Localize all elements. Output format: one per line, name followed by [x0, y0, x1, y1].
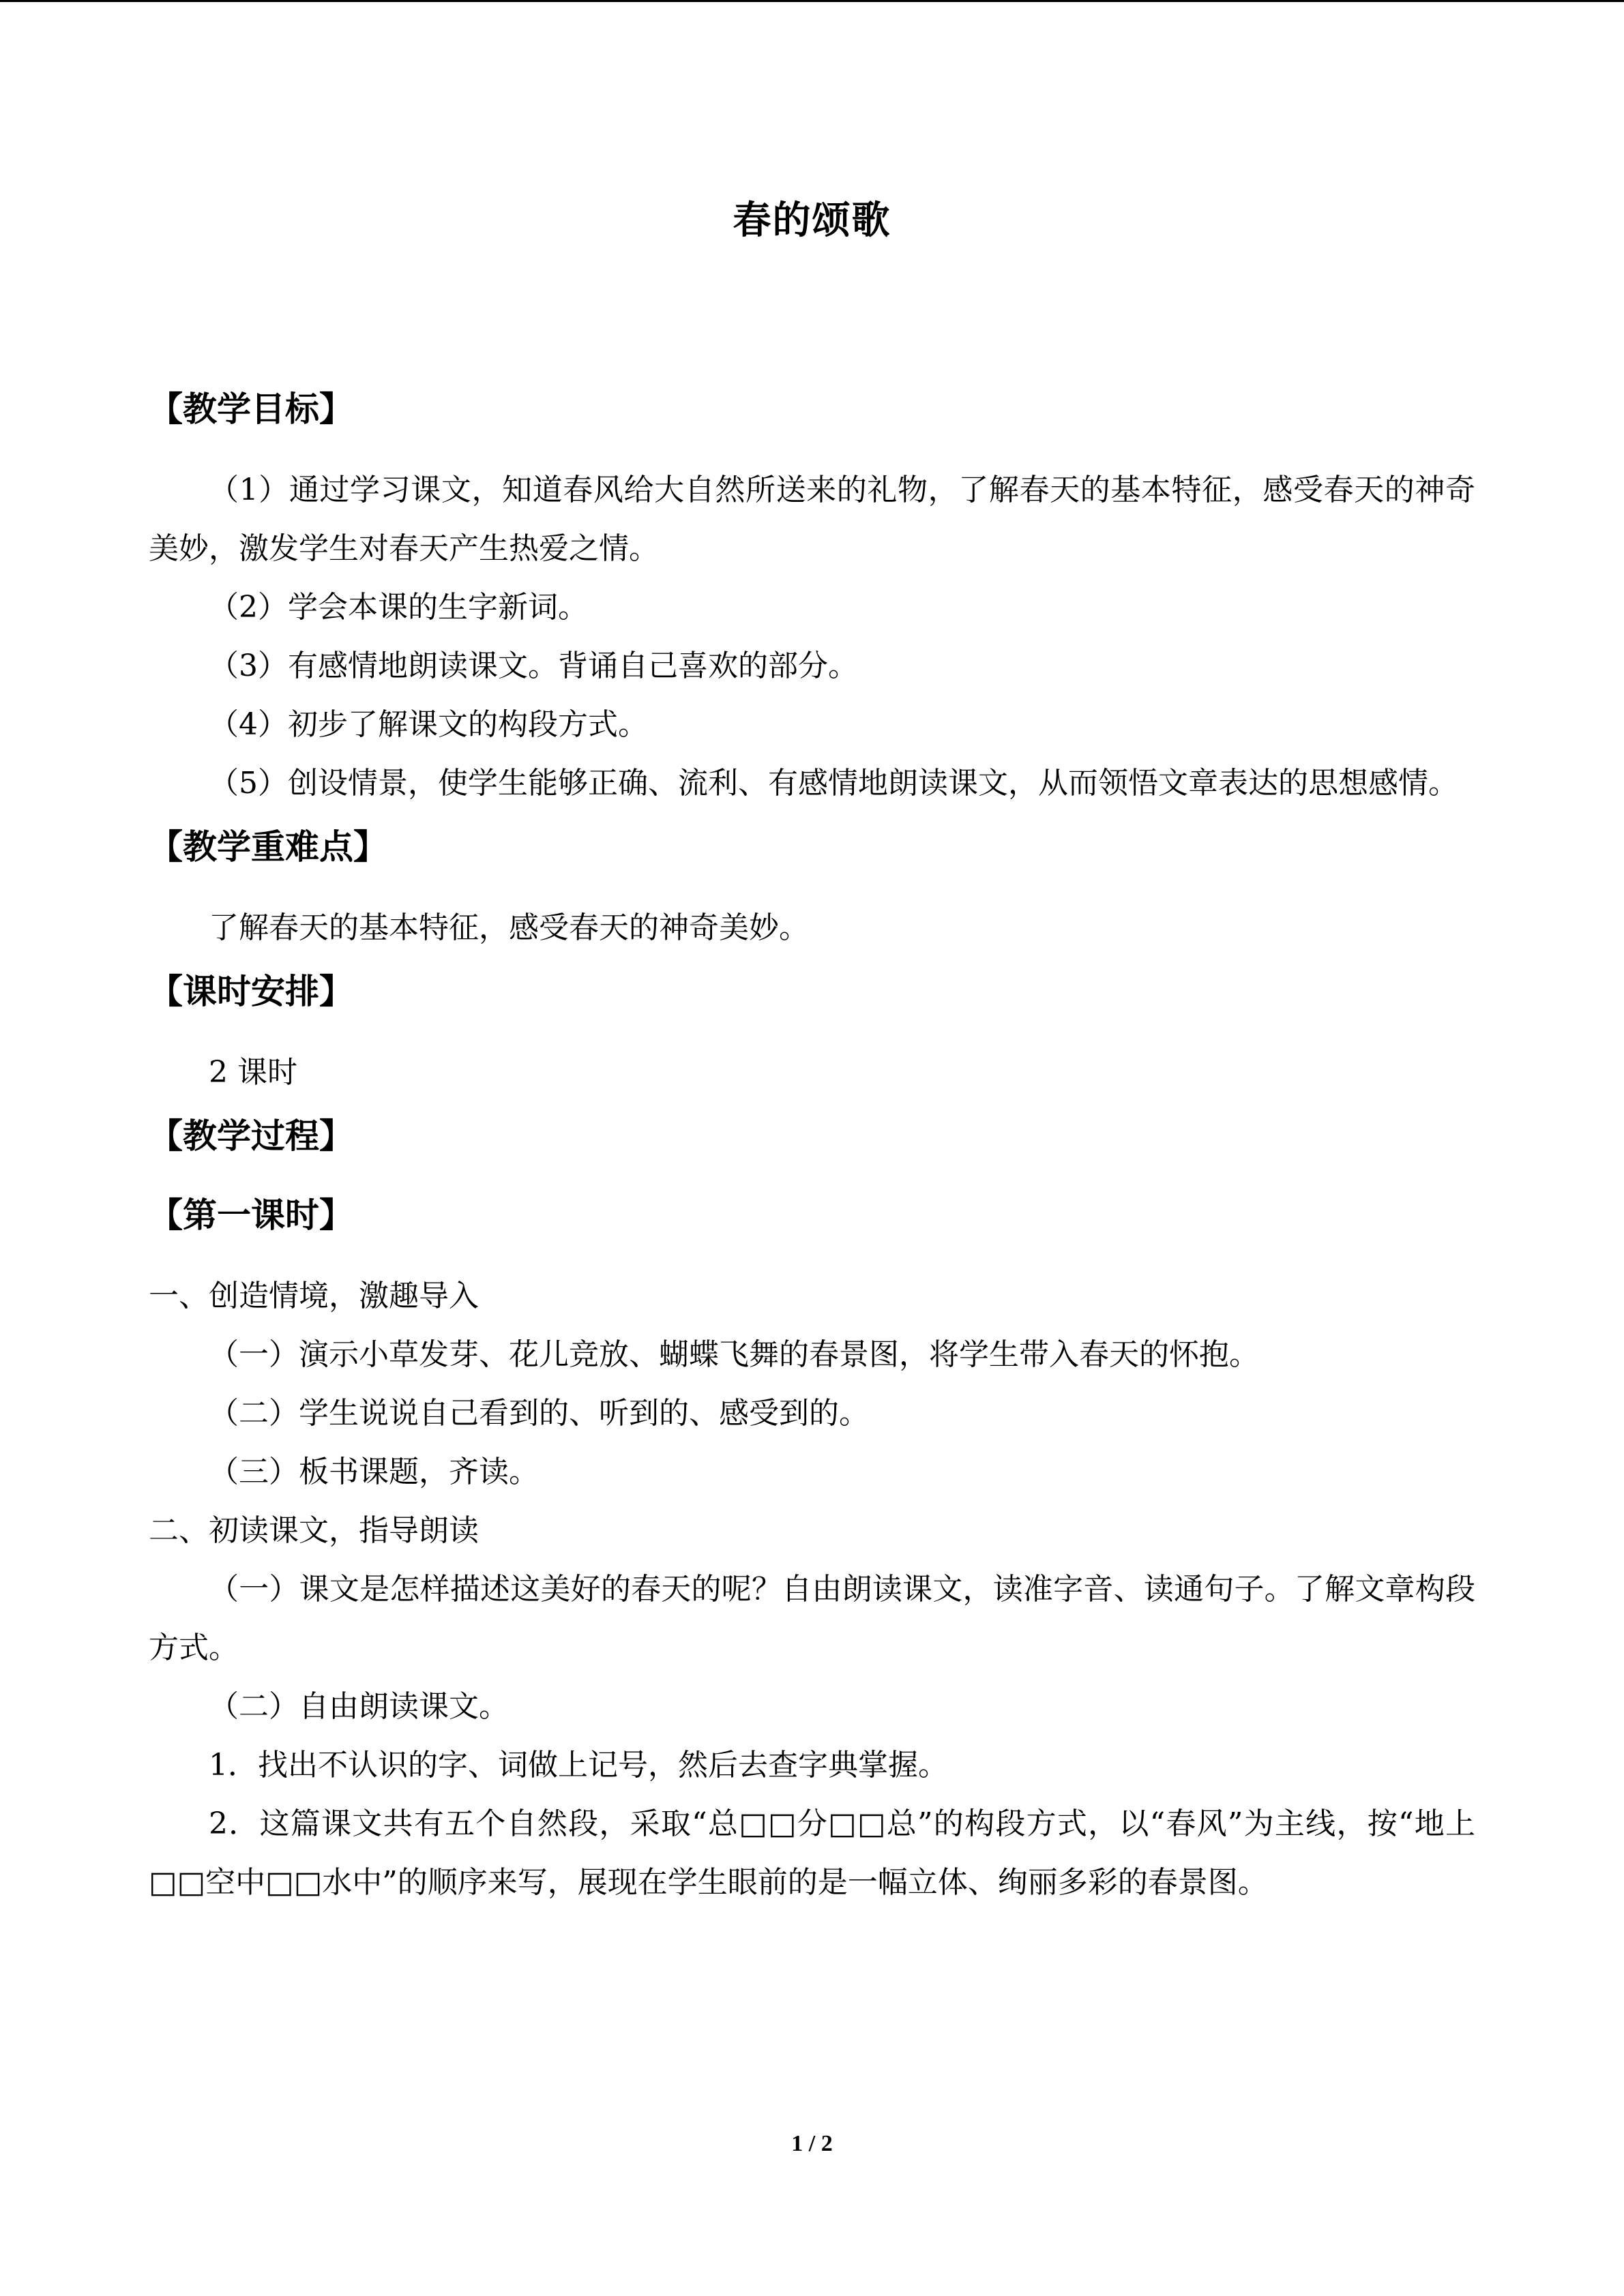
schedule-heading: 【课时安排】 [149, 972, 353, 1011]
lesson1-heading: 【第一课时】 [149, 1195, 353, 1235]
part1-item: （二）学生说说自己看到的、听到的、感受到的。 [209, 1396, 869, 1431]
difficulty-heading: 【教学重难点】 [149, 827, 387, 867]
objectives-heading: 【教学目标】 [149, 389, 353, 429]
part2-heading: 二、初读课文，指导朗读 [149, 1513, 479, 1548]
objective-item: （3）有感情地朗读课文。背诵自己喜欢的部分。 [209, 648, 858, 683]
part1-item: （三）板书课题，齐读。 [209, 1455, 539, 1489]
page-number: 1 / 2 [791, 2131, 833, 2156]
objective-item: （5）创设情景，使学生能够正确、流利、有感情地朗读课文，从而领悟文章表达的思想感情。 [209, 766, 1458, 801]
process-heading: 【教学过程】 [149, 1116, 353, 1156]
schedule-text: 2 课时 [209, 1055, 297, 1090]
part2-subitem: 1．找出不认识的字、词做上记号，然后去查字典掌握。 [209, 1748, 948, 1783]
part2-item: （二）自由朗读课文。 [209, 1689, 509, 1724]
objective-item: （4）初步了解课文的构段方式。 [209, 707, 648, 742]
document-body [149, 198, 1475, 1912]
difficulty-text: 了解春天的基本特征，感受春天的神奇美妙。 [209, 910, 809, 945]
part1-item: （一）演示小草发芽、花儿竞放、蝴蝶飞舞的春景图，将学生带入春天的怀抱。 [209, 1337, 1259, 1372]
part1-heading: 一、创造情境，激趣导入 [149, 1279, 479, 1313]
objective-item: （2）学会本课的生字新词。 [209, 590, 588, 625]
document-title: 春的颂歌 [733, 198, 891, 243]
part2-item: （一）课文是怎样描述这美好的春天的呢？自由朗读课文，读准字音、读通句子。了解文章构段方式。 [149, 1572, 1475, 1665]
part2-subitem: 2．这篇课文共有五个自然段，采取“总□□分□□总”的构段方式，以“春风”为主线，按“地上□□空中□□水中”的顺序来写，展现在学生眼前的是一幅立体、绚丽多彩的春景图。 [149, 1806, 1475, 1900]
objective-item: （1）通过学习课文，知道春风给大自然所送来的礼物，了解春天的基本特征，感受春天的神奇美妙，激发学生对春天产生热爱之情。 [149, 473, 1475, 566]
top-border-line [0, 0, 1624, 2]
